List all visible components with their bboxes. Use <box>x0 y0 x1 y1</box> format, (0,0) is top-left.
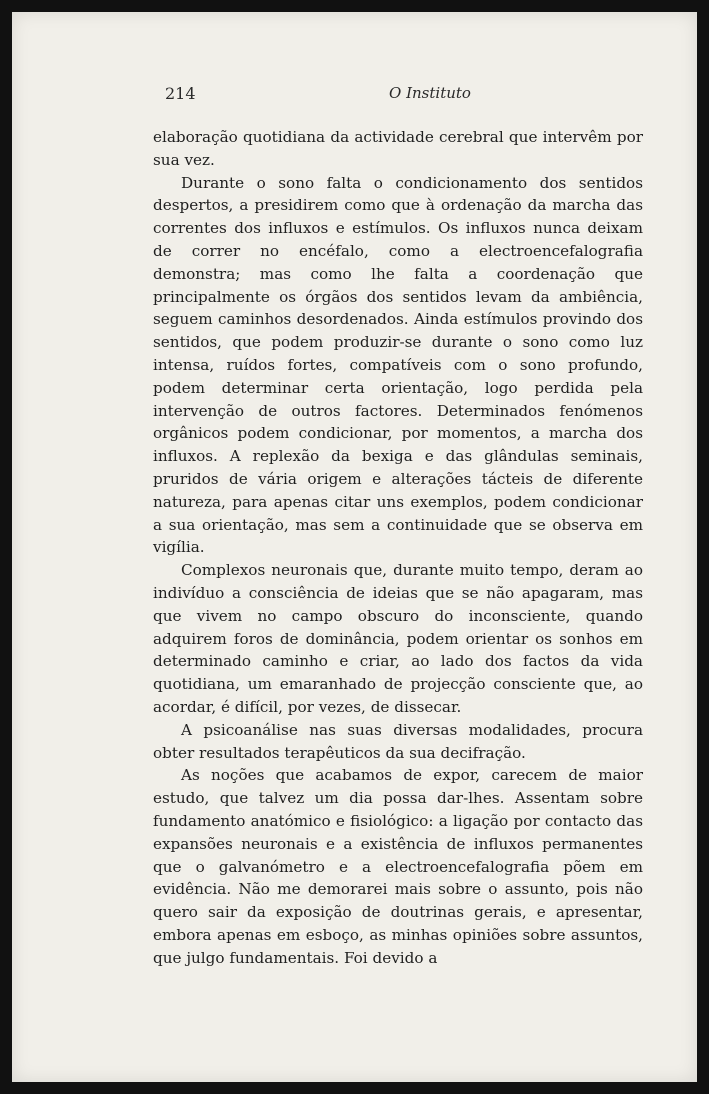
page-header <box>165 84 655 108</box>
page-number: 214 <box>165 84 196 103</box>
running-title: O Instituto <box>389 84 471 102</box>
body-text <box>153 126 643 966</box>
paragraph: A psicoanálise nas suas diversas modalidades, procura obter resultados terapêuticos da sua decifração. <box>153 720 643 762</box>
paragraph: As noções que acabamos de expor, carecem de maior estudo, que talvez um dia possa dar-lhes. Assentam sobre fundamento anatómico e fisiológico: a ligação por contacto das expansões neuronais e a existência de influxos permanentes que o galvanómetro e a electroencefalografia põem em evidência. Não me demorarei mais sobre o assunto, pois não quero sair da exposição de doutrinas gerais, e apresentar, embora apenas em esboço, as minhas opiniões sobre assuntos, que julgo fundamentais. Foi devido a <box>153 766 643 967</box>
paragraph: Durante o sono falta o condicionamento dos sentidos despertos, a presidirem como que à ordenação da marcha das correntes dos influxos e estímulos. Os influxos nunca deixam de correr no encéfalo, como a electroencefalografia demonstra; mas como lhe falta a coordenação que principalmente os órgãos dos sentidos levam da ambiência, seguem caminhos desordenados. Ainda estímulos provindo dos sentidos, que podem produzir-se durante o sono como luz intensa, ruídos fortes, compatíveis com o sono profundo, podem determinar certa orientação, logo perdida pela intervenção de outros factores. Determinados fenómenos orgânicos podem condicionar, por momentos, a marcha dos influxos. A replexão da bexiga e das glândulas seminais, pruridos de vária origem e alterações tácteis de diferente natureza, para apenas citar uns exemplos, podem condicionar a sua orientação, mas sem a continuidade que se observa em vigília. <box>153 173 643 557</box>
paragraph-continued: elaboração quotidiana da actividade cerebral que intervêm por sua vez. <box>153 128 643 169</box>
paragraph: Complexos neuronais que, durante muito tempo, deram ao indivíduo a consciência de ideias que se não apagaram, mas que vivem no campo obscuro do inconsciente, quando adquirem foros de dominância, podem orientar os sonhos em determinado caminho e criar, ao lado dos factos da vida quotidiana, um emaranhado de projecção consciente que, ao acordar, é difícil, por vezes, de dissecar. <box>153 561 643 716</box>
